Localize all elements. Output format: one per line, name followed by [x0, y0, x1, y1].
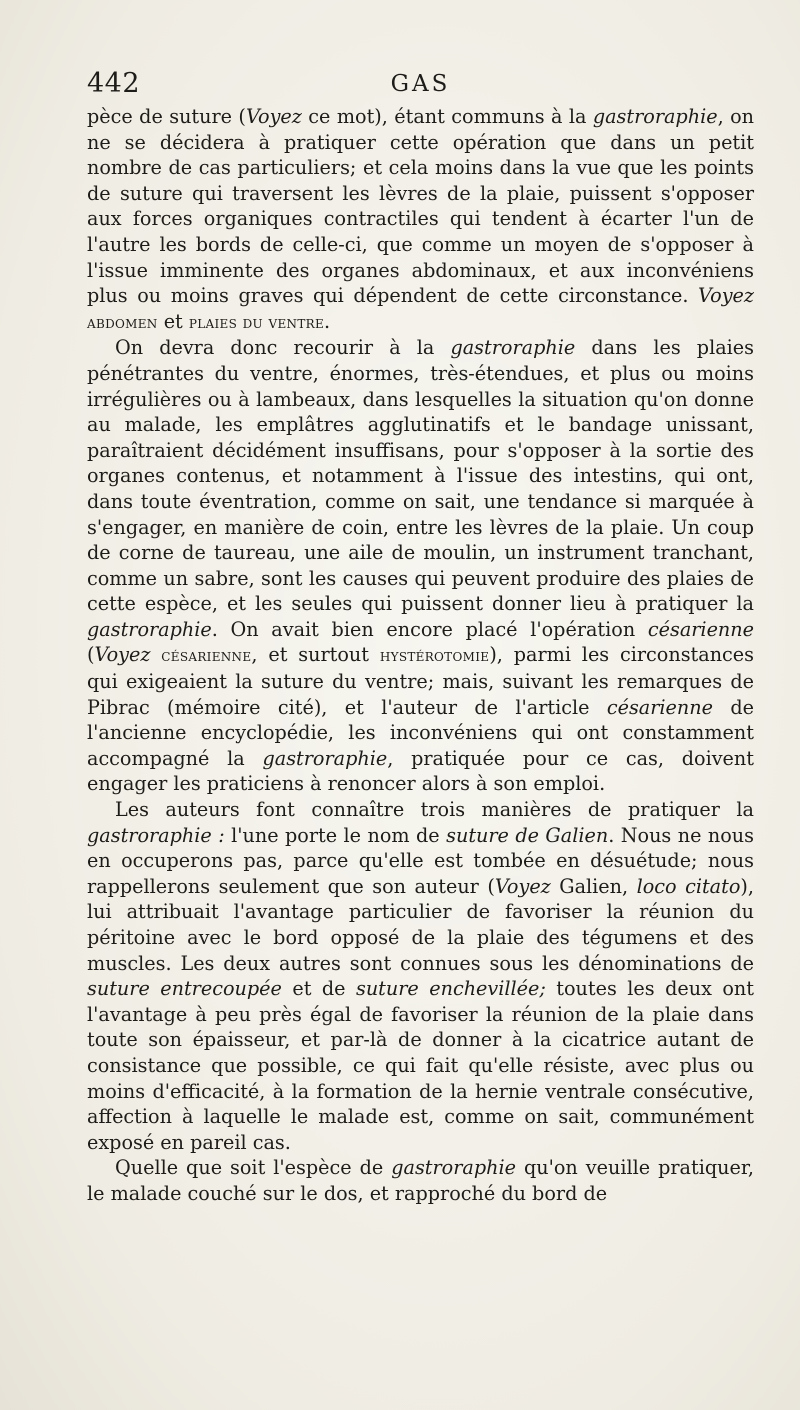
text-run: ), lui attribuait l'avantage particulier de favoriser la réunion du péritoine avec le bord opposé de la plaie des tégumens et des muscles. Les deux autres sont connues sous les dénominations de: [87, 874, 754, 975]
page-header: [87, 64, 754, 104]
book-page: [87, 64, 754, 1207]
italic-text: suture enchevillée;: [355, 977, 546, 1001]
body-text: [87, 104, 754, 1207]
text-run: ), parmi les circonstances qui exigeaient la suture du ventre; mais, suivant les remarques de Pibrac (mémoire cité), et l'auteur de l'article: [87, 643, 754, 719]
text-run: [150, 643, 161, 666]
italic-text: Voyez: [94, 643, 151, 667]
text-run: l'une porte le nom de: [224, 823, 447, 847]
text-run: . On avait bien encore placé l'opération: [211, 617, 648, 641]
italic-text: Voyez: [494, 874, 551, 898]
text-run: et: [157, 309, 189, 333]
text-run: dans les plaies pénétrantes du ventre, énormes, très-étendues, et plus ou moins irrégulières ou à lambeaux, dans lesquelles la situation qu'on donne au malade, les emplâtres agglutinatifs et le bandage unissant, paraîtraient décidément insuffisans, pour s'opposer à la sortie des organes contenus, et notamment à l'issue des intestins, qui ont, dans toute éventration, comme on sait, une tendance si marquée à s'engager, en manière de coin, entre les lèvres de la plaie. Un coup de corne de taureau, une aile de moulin, un instrument tranchant, comme un sabre, sont les causes qui peuvent produire des plaies de cette espèce, et les seules qui puissent donner lieu à pratiquer la: [87, 336, 754, 616]
text-run: pèce de suture (: [87, 105, 246, 128]
text-run: Les auteurs font connaître trois manières de pratiquer la: [115, 798, 754, 822]
italic-text: Voyez: [698, 284, 754, 308]
small-caps-reference: plaies du ventre: [188, 312, 325, 332]
italic-text: Voyez: [245, 105, 302, 128]
italic-text: suture entrecoupée: [87, 977, 282, 1001]
paragraph: [87, 1155, 754, 1206]
italic-text: loco citato: [636, 874, 741, 898]
text-run: de l'ancienne encyclopédie, les inconvéniens qui ont constamment accompagné la: [87, 695, 754, 770]
text-run: toutes les deux ont l'avantage à peu près égal de favoriser la réunion de la plaie dans toute son épaisseur, et par-là de donner à la cicatrice autant de consistance que possible, ce qui fait qu'elle résiste, avec plus ou moins d'efficacité, à la formation de la hernie ventrale consécutive, affection à laquelle le malade est, comme on sait, communément exposé en pareil cas.: [87, 977, 754, 1154]
italic-text: césarienne: [647, 617, 754, 641]
page-number: 442: [87, 68, 141, 99]
italic-text: suture de Galien: [446, 823, 609, 847]
running-head: GAS: [390, 71, 451, 97]
text-run: , et surtout: [251, 643, 380, 667]
small-caps-reference: césarienne: [161, 646, 252, 666]
text-run: et de: [281, 977, 356, 1001]
text-run: , on ne se décidera à pratiquer cette opération que dans un petit nombre de cas particuliers; et cela moins dans la vue que les points de suture qui traversent les lèvres de la plaie, puissent s'opposer aux forces organiques contractiles qui tendent à écarter l'un de l'autre les bords de celle-ci, que comme un moyen de s'opposer à l'issue imminente des organes abdominaux, et aux inconvéniens plus ou moins graves qui dépendent de cette circonstance.: [87, 105, 754, 308]
paragraph: [87, 797, 754, 1155]
italic-text: césarienne: [606, 695, 713, 719]
text-run: Galien,: [550, 874, 637, 898]
text-run: ce mot), étant communs à la: [301, 105, 593, 128]
text-run: Quelle que soit l'espèce de: [115, 1156, 392, 1180]
italic-text: gastroraphie: [391, 1156, 516, 1180]
small-caps-reference: hystérotomie: [379, 646, 490, 666]
text-run: .: [324, 309, 331, 333]
italic-text: gastroraphie: [262, 746, 388, 770]
italic-text: gastroraphie: [592, 105, 718, 128]
paragraph: [87, 335, 754, 797]
text-run: On devra donc recourir à la: [115, 336, 451, 360]
italic-text: gastroraphie :: [87, 823, 225, 847]
paragraph: [87, 104, 754, 335]
text-run: , pratiquée pour ce cas, doivent engager les praticiens à renoncer alors à son emploi.: [87, 746, 754, 796]
small-caps-reference: abdomen: [87, 312, 158, 332]
text-run: qu'on veuille pratiquer, le malade couché sur le dos, et rapproché du bord de: [87, 1156, 754, 1205]
text-run: (: [87, 643, 95, 667]
italic-text: gastroraphie: [87, 617, 212, 641]
text-run: . Nous ne nous en occuperons pas, parce qu'elle est tombée en désuétude; nous rappellerons seulement que son auteur (: [87, 823, 754, 898]
italic-text: gastroraphie: [450, 336, 576, 360]
